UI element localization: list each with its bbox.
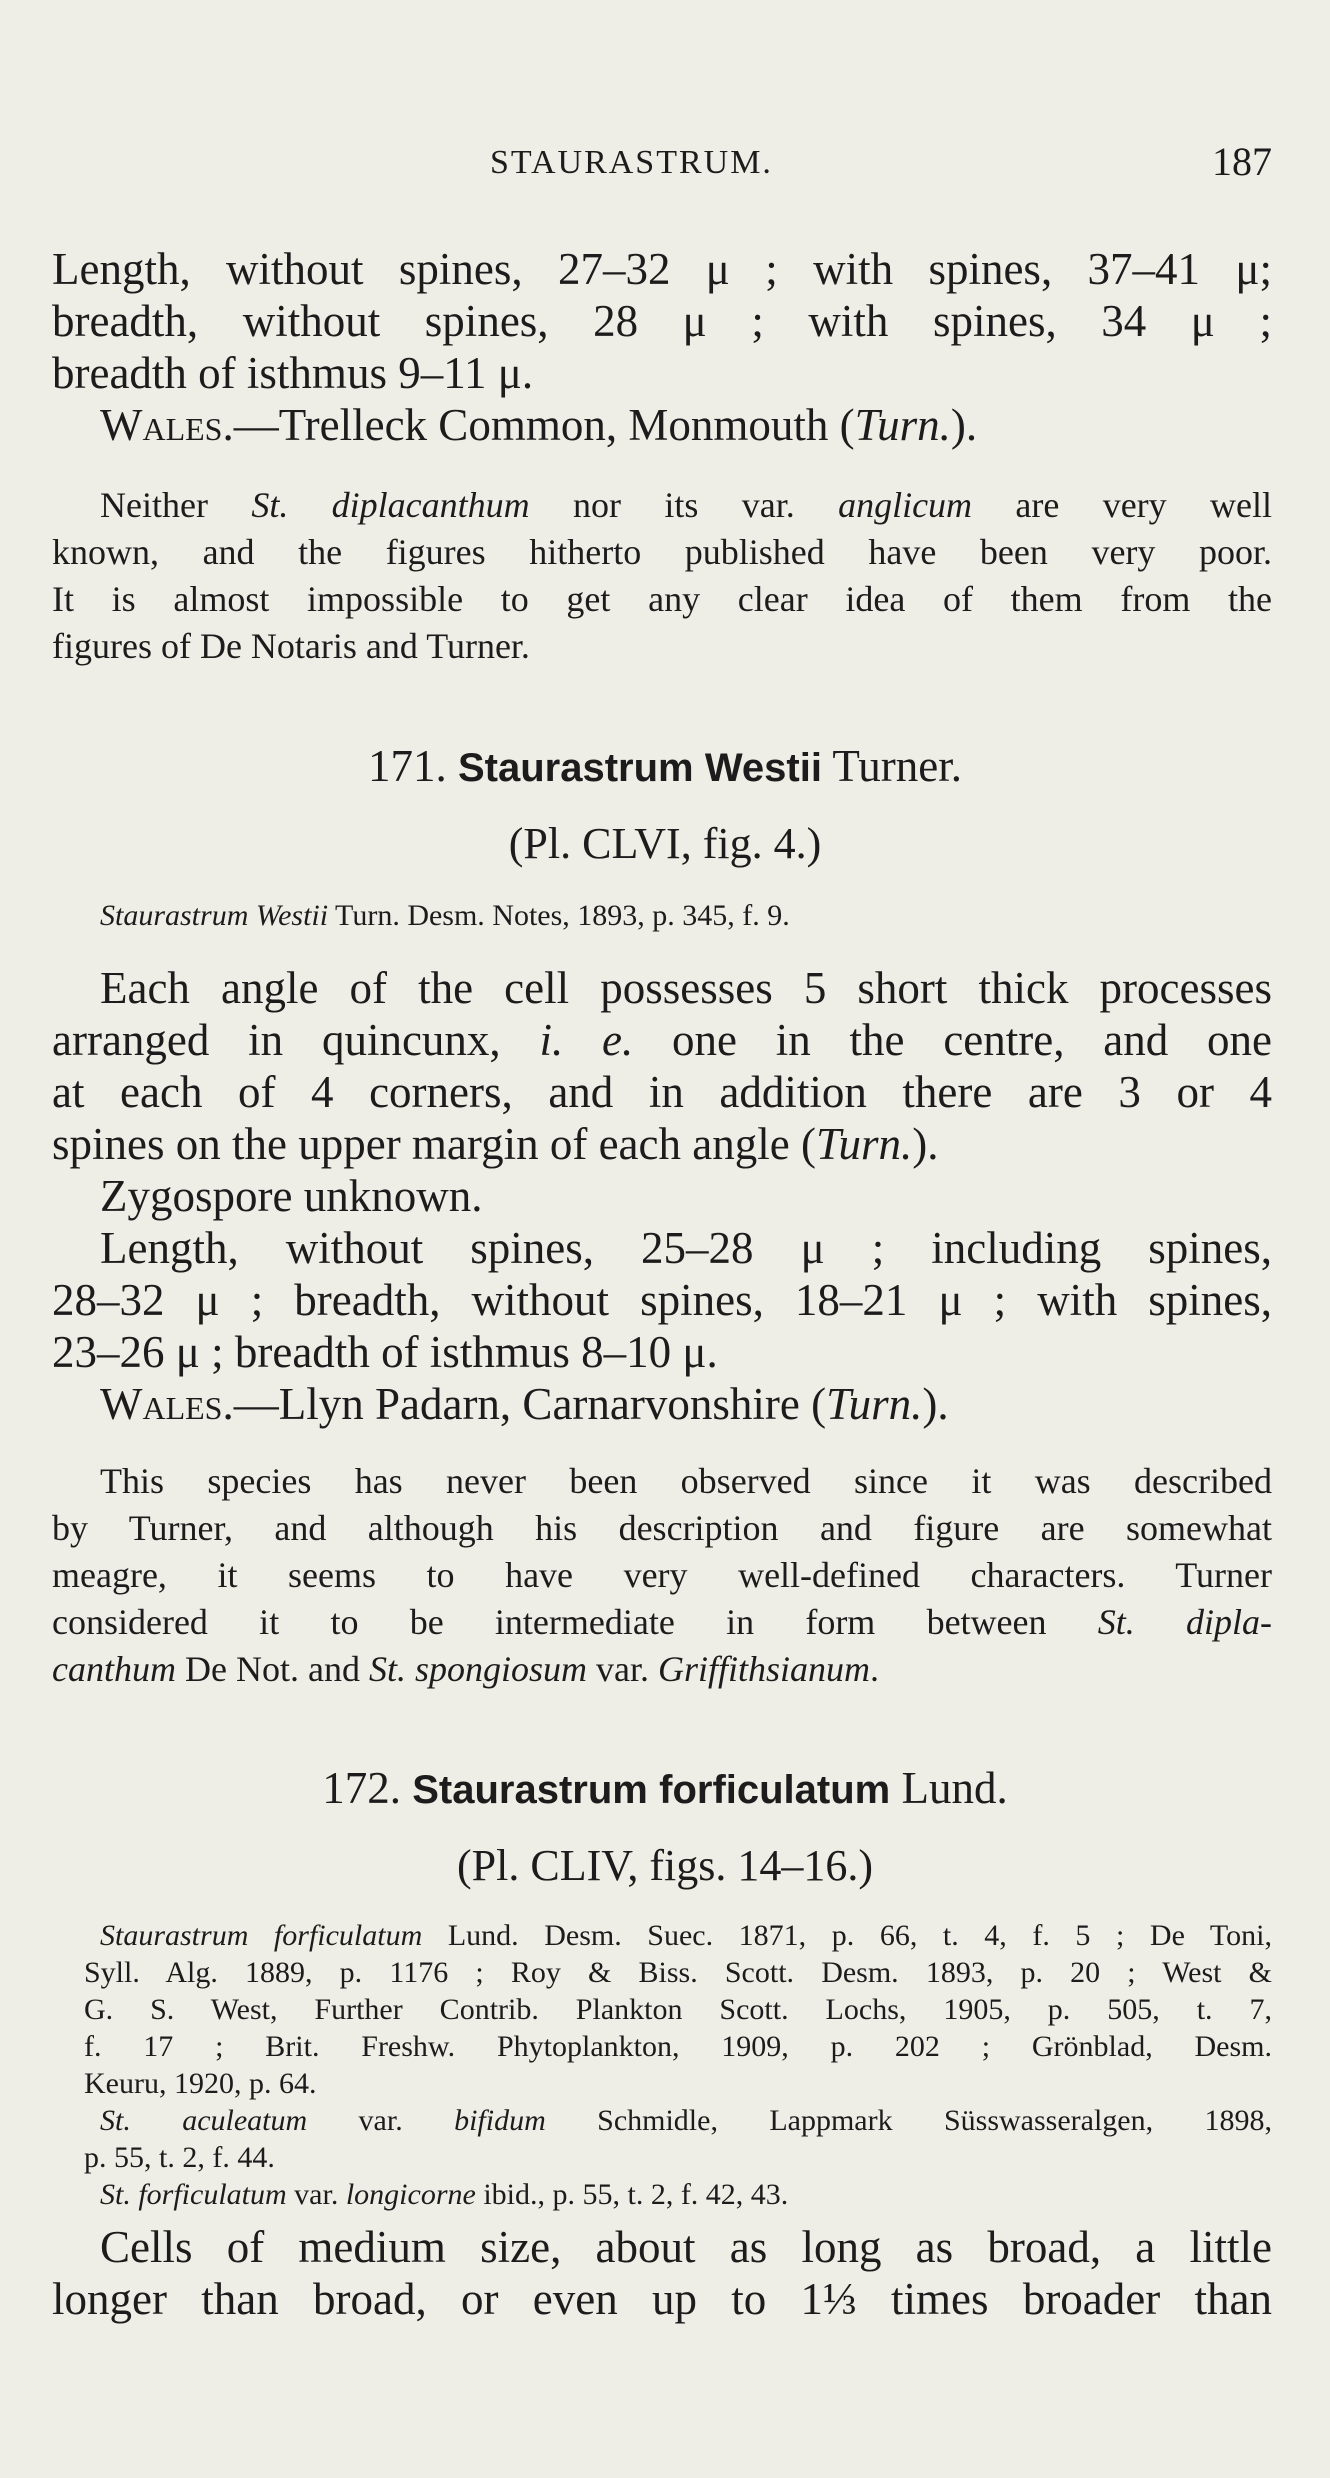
locality-region: Wales <box>100 1379 223 1429</box>
italic-name: St. spongiosum <box>368 1649 587 1689</box>
text-run: considered it to be intermediate in form between <box>52 1602 1098 1642</box>
italic-name: longicorne <box>345 2178 476 2211</box>
text-run: nor its var. <box>529 485 839 525</box>
text-run: var. <box>586 1649 658 1689</box>
locality-authority: Turn. <box>826 1379 923 1429</box>
text-line <box>52 482 1272 529</box>
synonymy-line: Keuru, 1920, p. 64. <box>84 2067 317 2100</box>
italic-name: St. aculeatum <box>100 2104 308 2137</box>
species-epithet: Westii <box>704 746 822 790</box>
text-line <box>52 1014 1272 1066</box>
text-line: by Turner, and although his description and figure are somewhat <box>52 1508 1272 1548</box>
text-line: breadth of isthmus 9–11 μ. <box>52 348 534 398</box>
italic-abbrev: i. e. <box>539 1015 634 1065</box>
synonymy-line: f. 17 ; Brit. Freshw. Phytoplankton, 1909, p. 202 ; Grönblad, Desm. <box>84 2030 1272 2063</box>
species-171-title <box>0 740 1330 792</box>
text-run: Lund. Desm. Suec. 1871, p. 66, t. 4, f. 5 ; De Toni, <box>422 1919 1272 1952</box>
locality-text: .—Trelleck Common, Monmouth ( <box>222 400 855 450</box>
text-line: 23–26 μ ; breadth of isthmus 8–10 μ. <box>52 1327 718 1377</box>
text-line: Length, without spines, 25–28 μ ; including spines, <box>100 1223 1272 1273</box>
text-line: at each of 4 corners, and in addition there are 3 or 4 <box>52 1067 1272 1117</box>
page-header <box>52 138 1272 188</box>
species-author: Turner. <box>832 741 962 791</box>
italic-name: anglicum <box>838 485 973 525</box>
text-line: It is almost impossible to get any clear idea of them from the <box>52 579 1272 619</box>
species-genus: Staurastrum <box>412 1768 648 1812</box>
italic-name: bifidum <box>454 2104 546 2137</box>
text-line: figures of De Notaris and Turner. <box>52 626 530 666</box>
text-line: known, and the figures hitherto published have been very poor. <box>52 532 1272 572</box>
species-number: 172. <box>322 1763 401 1813</box>
synonymy-line: G. S. West, Further Contrib. Plankton Scott. Lochs, 1905, p. 505, t. 7, <box>84 1993 1272 2026</box>
species-author: Lund. <box>901 1763 1008 1813</box>
synonymy-line <box>52 2176 1272 2213</box>
text-run: spines on the upper margin of each angle ( <box>52 1119 816 1169</box>
synonymy-line: Syll. Alg. 1889, p. 1176 ; Roy & Biss. Scott. Desm. 1893, p. 20 ; West & <box>84 1956 1272 1989</box>
text-line: 28–32 μ ; breadth, without spines, 18–21 μ ; with spines, <box>52 1275 1272 1325</box>
text-line: breadth, without spines, 28 μ ; with spines, 34 μ ; <box>52 296 1272 346</box>
species-genus: Staurastrum <box>457 746 694 790</box>
text-run: ibid., p. 55, t. 2, f. 42, 43. <box>475 2178 789 2211</box>
synonymy-line <box>52 2102 1272 2139</box>
text-line <box>52 1599 1272 1646</box>
text-run: Schmidle, Lappmark Süsswasseralgen, 1898, <box>545 2104 1272 2137</box>
synonymy-line <box>52 1917 1272 1954</box>
italic-name: St. dipla- <box>1097 1602 1272 1642</box>
page-number: 187 <box>1212 139 1272 184</box>
text-run: De Not. and <box>175 1649 369 1689</box>
italic-authority: Turn. <box>815 1119 913 1169</box>
text-run: . <box>870 1649 879 1689</box>
dimensions-paragraph-1 <box>52 243 1272 451</box>
text-line: longer than broad, or even up to 1⅓ times broader than <box>52 2274 1272 2324</box>
citation-line <box>52 897 1272 934</box>
synonymy-line: p. 55, t. 2, f. 44. <box>84 2141 275 2174</box>
locality-region: Wales <box>100 400 223 450</box>
text-line: Cells of medium size, about as long as broad, a little <box>100 2222 1272 2272</box>
zygospore-line: Zygospore unknown. <box>100 1171 483 1221</box>
text-run: arranged in quincunx, <box>52 1015 540 1065</box>
note-paragraph-1 <box>52 482 1272 670</box>
text-run: var. <box>286 2178 346 2211</box>
italic-name: Griffithsianum <box>657 1649 870 1689</box>
italic-name: Staurastrum forficulatum <box>100 1919 423 1952</box>
citation-name: Staurastrum Westii <box>100 899 329 932</box>
species-epithet: forficulatum <box>659 1768 891 1812</box>
text-run: Neither <box>100 485 252 525</box>
text-line: Length, without spines, 27–32 μ ; with spines, 37–41 μ; <box>52 244 1272 294</box>
italic-name: St. diplacanthum <box>251 485 530 525</box>
text-run: one in the centre, and one <box>633 1015 1272 1065</box>
species-number: 171. <box>367 741 447 791</box>
locality-text: .—Llyn Padarn, Carnarvonshire ( <box>222 1379 827 1429</box>
locality-line <box>52 1378 1272 1430</box>
locality-close: ). <box>922 1379 949 1429</box>
species-171-note <box>52 1458 1272 1693</box>
text-line: This species has never been observed since it was described <box>100 1461 1272 1501</box>
running-title: STAURASTRUM. <box>490 144 773 181</box>
text-line: meagre, it seems to have very well-defined characters. Turner <box>52 1555 1272 1595</box>
text-run: ). <box>912 1119 939 1169</box>
locality-line <box>52 399 1272 451</box>
species-172-synonymy <box>52 1917 1272 2213</box>
locality-close: ). <box>950 400 978 450</box>
text-line: Each angle of the cell possesses 5 short thick processes <box>100 963 1272 1013</box>
italic-name: St. forficulatum <box>100 2178 287 2211</box>
text-line <box>52 1646 1272 1693</box>
species-171-plate: (Pl. CLVI, fig. 4.) <box>508 819 822 868</box>
species-172-plate: (Pl. CLIV, figs. 14–16.) <box>457 1841 873 1890</box>
text-run: var. <box>307 2104 455 2137</box>
text-line <box>52 1118 1272 1170</box>
species-171-description <box>52 962 1272 1430</box>
species-172-title <box>0 1762 1330 1814</box>
locality-authority: Turn. <box>854 400 951 450</box>
text-run: are very well <box>972 485 1273 525</box>
species-172-description <box>52 2221 1272 2325</box>
species-171-citation <box>52 897 1272 934</box>
citation-ref: Turn. Desm. Notes, 1893, p. 345, f. 9. <box>328 899 790 932</box>
italic-name: canthum <box>52 1649 176 1689</box>
